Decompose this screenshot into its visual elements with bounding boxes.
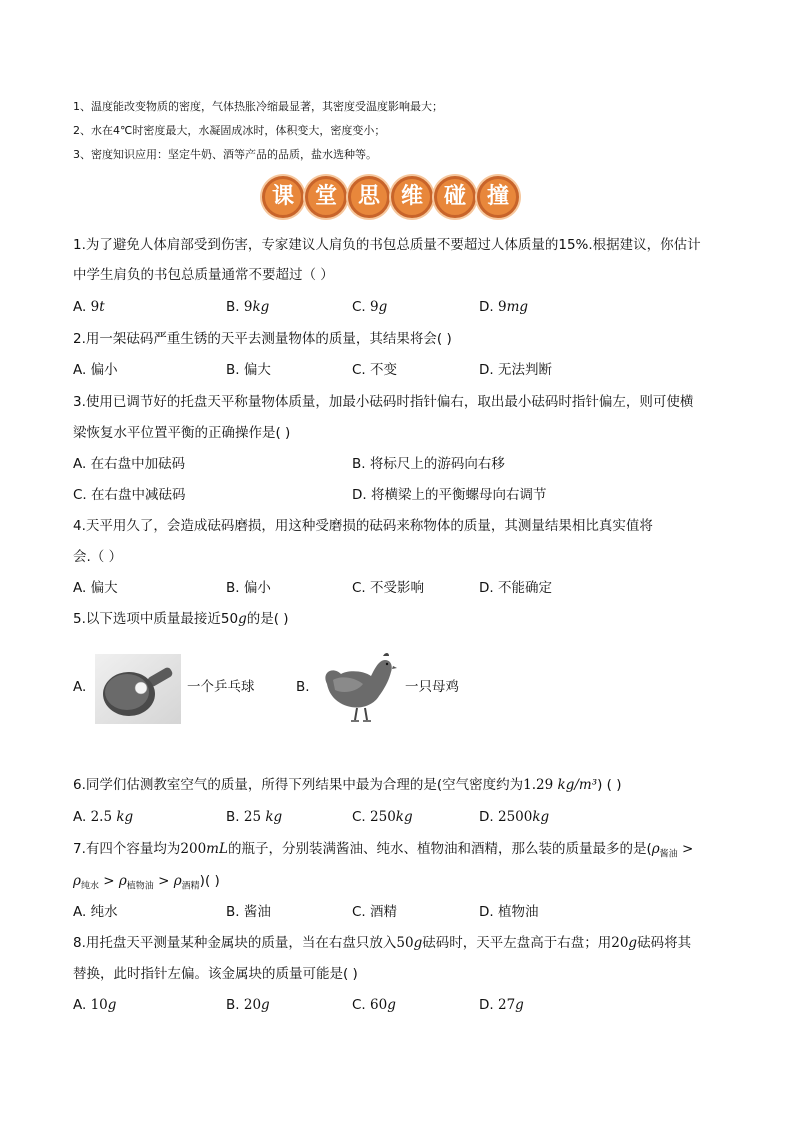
q1-option-a[interactable]: A. 9t [73,299,105,315]
q8-option-c[interactable]: C. 60g [352,997,396,1013]
question-1-line-1: 1.为了避免人体肩部受到伤害，专家建议人肩负的书包总质量不要超过人体质量的15%.根据建议，你估计 [73,237,701,253]
question-4-line-1: 4.天平用久了，会造成砝码磨损，用这种受磨损的砝码来称物体的质量，其测量结果相比真实值将 [73,518,653,534]
question-8-line-1: 8.用托盘天平测量某种金属块的质量，当在右盘只放入50g砝码时，天平左盘高于右盘；用20g砝码将其 [73,935,692,951]
banner-char: 思 [348,176,390,218]
q6-option-c[interactable]: C. 250kg [352,809,413,825]
banner-char: 撞 [477,176,519,218]
banner-char: 碰 [434,176,476,218]
q4-option-d[interactable]: D. 不能确定 [479,580,552,596]
q6-option-a[interactable]: A. 2.5 kg [73,809,134,825]
question-7-line-2: $\rho_{纯水} > \rho_{植物油} > \rho_{酒精}$)( ) [73,873,220,892]
banner-char: 堂 [305,176,347,218]
q6-option-b[interactable]: B. 25 kg [226,809,283,825]
ping-pong-paddle-image [95,654,181,724]
question-8-line-2: 替换，此时指针左偏。该金属块的质量可能是( ) [73,966,358,982]
q2-option-b[interactable]: B. 偏大 [226,362,271,378]
q7-option-a[interactable]: A. 纯水 [73,904,118,920]
hen-image [313,650,399,726]
q4-option-a[interactable]: A. 偏大 [73,580,118,596]
q5-option-b-caption[interactable]: 一只母鸡 [405,679,459,695]
banner-char: 课 [262,176,304,218]
question-7-line-1: 7.有四个容量均为200mL的瓶子，分别装满酱油、纯水、植物油和酒精，那么装的质量最多的是($\rho_{酱油}$ > [73,841,694,860]
q2-option-d[interactable]: D. 无法判断 [479,362,552,378]
q7-option-b[interactable]: B. 酱油 [226,904,271,920]
q6-option-d[interactable]: D. 2500kg [479,809,550,825]
question-3-line-1: 3.使用已调节好的托盘天平称量物体质量，加最小砝码时指针偏右，取出最小砝码时指针偏左，则可使横 [73,394,694,410]
q7-option-d[interactable]: D. 植物油 [479,904,539,920]
note-2: 2、水在4℃时密度最大，水凝固成冰时，体积变大，密度变小； [73,124,386,137]
q5-option-a-caption[interactable]: 一个乒乓球 [187,679,255,695]
q4-option-c[interactable]: C. 不受影响 [352,580,425,596]
q5-option-a-label[interactable]: A. [73,679,87,695]
q8-option-b[interactable]: B. 20g [226,997,270,1013]
q7-option-c[interactable]: C. 酒精 [352,904,398,920]
q4-option-b[interactable]: B. 偏小 [226,580,271,596]
q3-option-a[interactable]: A. 在右盘中加砝码 [73,456,186,472]
q5-option-b-label[interactable]: B. [296,679,310,695]
note-3: 3、密度知识应用：坚定牛奶、酒等产品的品质，盐水选种等。 [73,148,377,161]
q1-option-c[interactable]: C. 9g [352,299,388,315]
q1-option-d[interactable]: D. 9mg [479,299,529,315]
question-1-line-2: 中学生肩负的书包总质量通常不要超过（ ） [73,267,334,283]
q2-option-a[interactable]: A. 偏小 [73,362,118,378]
q3-option-b[interactable]: B. 将标尺上的游码向右移 [352,456,505,472]
q8-option-a[interactable]: A. 10g [73,997,117,1013]
note-1: 1、温度能改变物质的密度，气体热胀冷缩最显著，其密度受温度影响最大； [73,100,443,113]
q3-option-d[interactable]: D. 将横梁上的平衡螺母向右调节 [352,487,547,503]
q8-option-d[interactable]: D. 27g [479,997,524,1013]
q2-option-c[interactable]: C. 不变 [352,362,398,378]
section-banner [262,176,532,220]
q3-option-c[interactable]: C. 在右盘中减砝码 [73,487,186,503]
question-5-line-1: 5.以下选项中质量最接近50g的是( ) [73,611,289,627]
q1-option-b[interactable]: B. 9kg [226,299,270,315]
question-2-line-1: 2.用一架砝码严重生锈的天平去测量物体的质量，其结果将会( ) [73,331,452,347]
banner-char: 维 [391,176,433,218]
question-3-line-2: 梁恢复水平位置平衡的正确操作是( ) [73,425,291,441]
question-4-line-2: 会.（ ） [73,549,123,565]
question-6-line-1: 6.同学们估测教室空气的质量，所得下列结果中最为合理的是(空气密度约为1.29 kg/m³) ( ) [73,777,622,793]
